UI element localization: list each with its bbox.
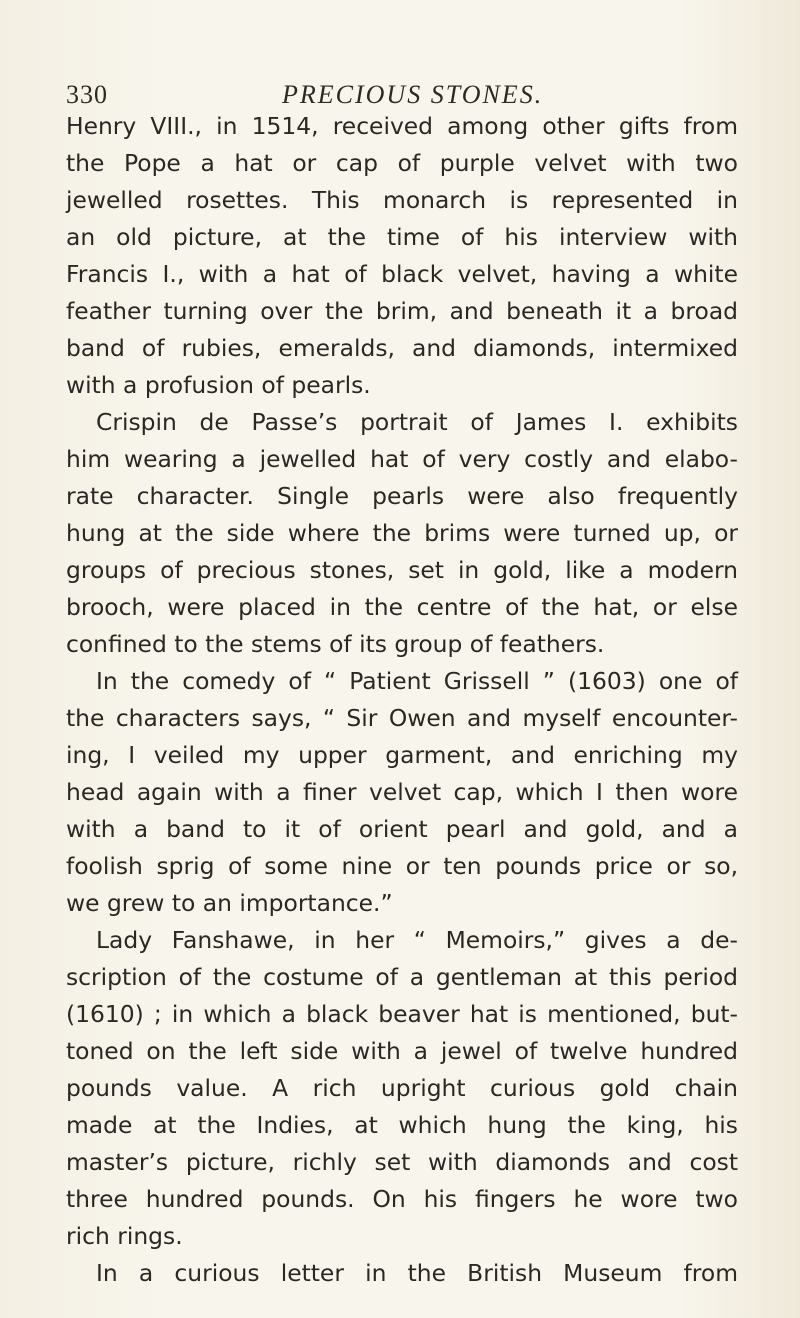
text-line: the characters says, “ Sir Owen and myself encounter- — [66, 704, 738, 732]
text-line: toned on the left side with a jewel of twelve hundred — [66, 1037, 738, 1065]
text-line: ing, I veiled my upper garment, and enriching my — [66, 741, 738, 769]
body-text — [66, 108, 738, 1292]
text-line: an old picture, at the time of his interview with — [66, 223, 738, 251]
text-line: pounds value. A rich upright curious gold chain — [66, 1074, 738, 1102]
text-line: (1610) ; in which a black beaver hat is mentioned, but- — [66, 1000, 738, 1028]
text-line: Henry VIII., in 1514, received among other gifts from — [66, 112, 738, 140]
text-line: Crispin de Passe’s portrait of James I. exhibits — [96, 408, 738, 436]
text-line: scription of the costume of a gentleman at this period — [66, 963, 738, 991]
text-line: with a band to it of orient pearl and gold, and a — [66, 815, 738, 843]
text-line: him wearing a jewelled hat of very costly and elabo- — [66, 445, 738, 473]
text-line: brooch, were placed in the centre of the hat, or else — [66, 593, 738, 621]
text-line: hung at the side where the brims were turned up, or — [66, 519, 738, 547]
text-line: groups of precious stones, set in gold, like a modern — [66, 556, 738, 584]
text-line: confined to the stems of its group of feathers. — [66, 630, 605, 658]
text-line: feather turning over the brim, and beneath it a broad — [66, 297, 738, 325]
text-line: foolish sprig of some nine or ten pounds price or so, — [66, 852, 738, 880]
text-line: made at the Indies, at which hung the king, his — [66, 1111, 738, 1139]
text-line: with a profusion of pearls. — [66, 371, 371, 399]
text-line: head again with a finer velvet cap, which I then wore — [66, 778, 738, 806]
text-line: the Pope a hat or cap of purple velvet with two — [66, 149, 738, 177]
text-line: we grew to an importance.” — [66, 889, 393, 917]
text-line: Francis I., with a hat of black velvet, having a white — [66, 260, 738, 288]
text-line: band of rubies, emeralds, and diamonds, intermixed — [66, 334, 738, 362]
text-line: Lady Fanshawe, in her “ Memoirs,” gives a de- — [96, 926, 738, 954]
running-head: PRECIOUS STONES. — [282, 80, 544, 109]
text-line: rate character. Single pearls were also frequently — [66, 482, 738, 510]
text-line: three hundred pounds. On his fingers he wore two — [66, 1185, 738, 1213]
text-line: In the comedy of “ Patient Grissell ” (1603) one of — [96, 667, 738, 695]
text-line: rich rings. — [66, 1222, 183, 1250]
text-line: In a curious letter in the British Museum from — [96, 1259, 738, 1287]
text-line: jewelled rosettes. This monarch is represented in — [66, 186, 738, 214]
text-line: master’s picture, richly set with diamonds and cost — [66, 1148, 738, 1176]
page-number: 330 — [66, 80, 108, 109]
